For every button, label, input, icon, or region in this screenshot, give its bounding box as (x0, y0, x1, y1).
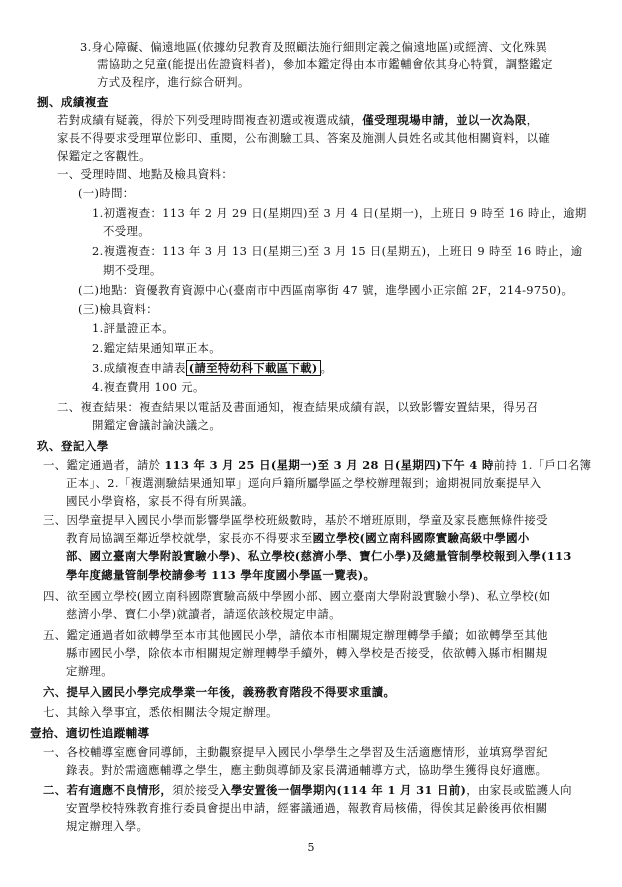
list-item: 4.複查費用 100 元。 (92, 380, 205, 394)
text-span: ， (526, 113, 539, 127)
subsection-continuation: 慈濟小學、寶仁小學)就讀者，請逕依該校規定申請。 (66, 607, 341, 621)
list-item (92, 359, 332, 377)
page-number: 5 (307, 841, 315, 854)
subsection-line (43, 781, 572, 799)
paragraph-line: 家長不得要求受理單位影印、重閱，公布測驗工具、答案及施測人員姓名或其他相關資料，以確 (57, 131, 551, 145)
subsection-continuation: 開鑑定會議討論決議之。 (92, 418, 222, 432)
subsection-continuation (66, 529, 530, 547)
subsection-line: 四、欲至國立學校(國立南科國際實驗高級中學國小部、國立臺南大學附設實驗小學)、私立學校(如 (43, 589, 551, 603)
list-item: 1.評量證正本。 (92, 321, 175, 335)
subsection-continuation: 學年度總量管制學校請參考 113 學年度國小學區一覽表)。 (66, 568, 376, 582)
subsection-continuation: 縣市國民小學，除依本市相關規定辦理轉學手續外，轉入學校是否接受，依欲轉入縣市相關規 (66, 646, 548, 660)
list-item: 2.複選複查：113 年 3 月 13 日(星期三)至 3 月 15 日(星期五)，上班日 9 時至 16 時止，逾 (92, 244, 583, 258)
paragraph-line: 方式及程序，進行綜合研判。 (97, 75, 250, 89)
subsection-line: (二)地點：資優教育資源中心(臺南市中西區南寧街 47 號，進學國小正宗館 2F，214-9750)。 (78, 283, 574, 297)
section-heading: 壹拾、適切性追蹤輔導 (30, 726, 150, 740)
paragraph-line: 3.身心障礙、偏遠地區(依據幼兒教育及照顧法施行細則定義之偏遠地區)或經濟、文化殊異 (80, 40, 548, 54)
bold-text: 113 年 3 月 25 日(星期一)至 3 月 28 日(星期四)下午 4 時 (164, 458, 494, 472)
section-heading: 捌、成績複查 (37, 95, 109, 109)
subsection-continuation: 國民小學資格，家長不得有所異議。 (66, 494, 254, 508)
subsection-continuation: 錄表。對於需適應輔導之學生，應主動與導師及家長溝通輔導方式，協助學生獲得良好適應。 (66, 763, 548, 777)
text-span: 若對成績有疑義，得於下列受理時間複查初選或複選成績， (57, 113, 363, 127)
subsection-continuation: 定辦理。 (66, 664, 113, 678)
subsection-line: (一)時間： (78, 186, 135, 200)
text-span: 前持 1.「戶口名簿 (493, 458, 592, 472)
text-span: 。 (320, 361, 333, 375)
subsection-line (43, 456, 591, 474)
subsection-line: 三、因學童提早入國民小學而影響學區學校班級數時，基於不增班原則，學童及家長應無條件接受 (43, 513, 548, 527)
text-span: 一、鑑定通過者，請於 (43, 458, 165, 472)
text-span: ，由家長或監護人向 (466, 783, 572, 797)
subsection-continuation: 部、國立臺南大學附設實驗小學)、私立學校(慈濟小學、寶仁小學)及總量管制學校報到入學(113 (66, 549, 572, 563)
subsection-line: 五、鑑定通過者如欲轉學至本市其他國民小學，請依本市相關規定辦理轉學手續；如欲轉學至其他 (43, 628, 548, 642)
subsection-line: 一、各校輔導室應會同導師，主動觀察提早入國民小學學生之學習及生活適應情形，並填寫學習紀 (43, 745, 548, 759)
subsection-line: 一、受理時間、地點及檢具資料： (57, 167, 234, 181)
bold-text: 入學安置後一個學期內(114 年 1 月 31 日前) (219, 783, 467, 797)
subsection-continuation: 規定辦理入學。 (66, 819, 149, 833)
download-note-box: (請至特幼科下載區下載) (186, 360, 321, 376)
list-item: 1.初選複查：113 年 2 月 29 日(星期四)至 3 月 4 日(星期一)，上班日 9 時至 16 時止，逾期 (92, 206, 587, 220)
text-span: 3.成績複查申請表 (92, 361, 186, 375)
section-heading: 玖、登記入學 (37, 439, 109, 453)
paragraph-line: 需協助之兒童(能提出佐證資料者)，參加本鑑定得由本市鑑輔會依其身心特質，調整鑑定 (97, 57, 553, 71)
subsection-line: 七、其餘入學事宜，悉依相關法令規定辦理。 (43, 705, 278, 719)
list-item-continuation: 期不受理。 (103, 263, 162, 277)
list-item-continuation: 不受理。 (103, 224, 150, 238)
bold-text: 僅受理現場申請，並以一次為限 (362, 113, 527, 127)
bold-text: 國立學校(國立南科國際實驗高級中學國小 (312, 531, 530, 545)
subsection-line: (三)檢具資料： (78, 302, 159, 316)
text-span: 須於接受 (172, 783, 220, 797)
paragraph-line: 保鑑定之客觀性。 (57, 149, 151, 163)
subsection-line: 六、提早入國民小學完成學業一年後，義務教育階段不得要求重讀。 (43, 685, 396, 699)
text-span: 教育局協調至鄰近學校就學，家長亦不得要求至 (66, 531, 313, 545)
list-item: 2.鑑定結果通知單正本。 (92, 341, 221, 355)
subsection-continuation: 安置學校特殊教育推行委員會提出申請，經審議通過，報教育局核備，得俟其足齡後再依相關 (66, 801, 548, 815)
bold-text: 二、若有適應不良情形， (43, 783, 173, 797)
paragraph-line (57, 111, 538, 129)
subsection-continuation: 正本」、2.「複選測驗結果通知單」逕向戶籍所屬學區之學校辦理報到；逾期視同放棄提早入 (66, 476, 542, 490)
subsection-line: 二、複查結果：複查結果以電話及書面通知，複查結果成績有誤，以致影響安置結果，得另召 (57, 400, 539, 414)
